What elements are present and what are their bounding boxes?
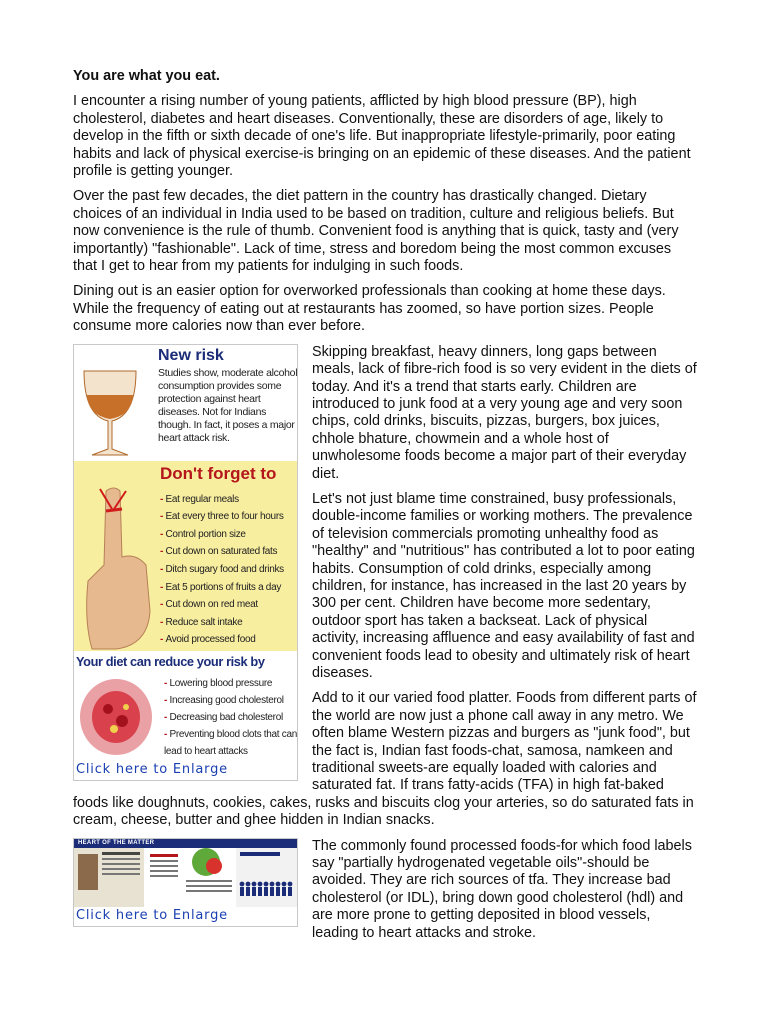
finger-ribbon-icon bbox=[76, 461, 156, 651]
new-risk-text: Studies show, moderate alcohol consumption provides some protection against heart diseases. Not for Indians though. In fact, it poses a major heart attack risk. bbox=[158, 366, 297, 444]
list-item: - Increasing good cholesterol bbox=[164, 692, 297, 709]
paragraph-6: Add to it our varied food platter. Foods from different parts of the world are now just a phone call away in any metro. We often blame Western pizzas and burgers as "junk food", but the fact is, Indian fast foods-chat, samosa, namkeen and traditional sweets-are equally loaded with calories and saturated fat. If trans fatty-acids (TFA) in high fat-baked foods like doughnuts, cookies, cakes, rusks and biscuits clog your arteries, so do saturated fats in cream, cheese, butter and ghee hidden in Indian snacks. bbox=[73, 690, 697, 829]
new-risk-heading: New risk bbox=[158, 346, 224, 364]
heart-stats-graphic bbox=[74, 848, 297, 907]
paragraph-5: Let's not just blame time constrained, busy professionals, double-income families or working mothers. The prevalence of television commercials promoting unhealthy food as "healthy" and "nutritious" has contributed a lot to poor eating habits. Consumption of cold drinks, especially among children, for instance, has increased in the last 20 years by 300 per cent. Children have become more sedentary, outdoor sport has taken a backseat. Lack of physical activity, increasing affluence and easy availability of fast and convenient foods lead to obesity and ultimately risk of heart diseases. bbox=[312, 490, 695, 681]
paragraph-3: Dining out is an easier option for overworked professionals than cooking at home these days. While the frequency of eating out at restaurants has zoomed, so have portion sizes. People consume more calories now than ever before. bbox=[73, 283, 666, 335]
list-item: - Lowering blood pressure bbox=[164, 675, 297, 692]
paragraph-4: Skipping breakfast, heavy dinners, long gaps between meals, lack of fibre-rich food is so very evident in the diets of today. And it's a trend that starts early. Children are introduced to junk food at a very young age and very soon chips, cold drinks, biscuits, pizzas, burgers, box juices, chhole bhature, chowmein and a whole host of unwholesome foods become a major part of their everyday diet. bbox=[312, 343, 697, 482]
list-item: - Reduce salt intake bbox=[160, 614, 297, 632]
diet-list bbox=[164, 675, 297, 760]
article bbox=[73, 68, 698, 950]
diet-heading: Your diet can reduce your risk by bbox=[76, 653, 265, 669]
dont-forget-heading: Don't forget to bbox=[160, 463, 277, 483]
list-item: - Preventing blood clots that can lead to heart attacks bbox=[164, 726, 297, 760]
new-risk-panel bbox=[74, 345, 297, 461]
dont-forget-list bbox=[160, 491, 297, 649]
list-item: - Ditch sugary food and drinks bbox=[160, 561, 297, 579]
list-item: - Decreasing bad cholesterol bbox=[164, 709, 297, 726]
wine-glass-icon bbox=[80, 365, 140, 457]
enlarge-link[interactable]: Click here to Enlarge bbox=[74, 907, 297, 926]
heart-matter-image bbox=[74, 839, 297, 907]
article-title: You are what you eat. bbox=[73, 68, 220, 84]
list-item: - Eat every three to four hours bbox=[160, 508, 297, 526]
list-item: - Avoid processed food bbox=[160, 631, 297, 649]
paragraph-7: The commonly found processed foods-for which food labels say "partially hydrogenated vegetable oils"-should be avoided. They are rich sources of tfa. They increase bad cholesterol (or IDL), bring down good cholesterol (hdl) and are more prone to getting deposited in blood vessels, leading to heart attacks and stroke. bbox=[312, 837, 692, 941]
dont-forget-panel bbox=[74, 461, 297, 651]
list-item: - Cut down on saturated fats bbox=[160, 543, 297, 561]
enlarge-link[interactable]: Click here to Enlarge bbox=[74, 761, 297, 780]
heart-matter-title: HEART OF THE MATTER bbox=[78, 839, 155, 846]
diet-risk-panel bbox=[74, 651, 297, 761]
list-item: - Cut down on red meat bbox=[160, 596, 297, 614]
infographic-heart-of-the-matter[interactable] bbox=[73, 838, 298, 927]
blood-vessel-icon bbox=[78, 677, 156, 757]
paragraph-2: Over the past few decades, the diet pattern in the country has drastically changed. Dietary choices of an individual in India used to be based on tradition, culture and religious beliefs. But now convenience is the rule of thumb. Convenient food is anything that is quick, tasty and (very importantly) "fashionable". Lack of time, stress and boredom being the most common excuses that I get to hear from my patients for indulging in such foods. bbox=[73, 188, 679, 275]
paragraph-1: I encounter a rising number of young patients, afflicted by high blood pressure (BP), high cholesterol, diabetes and heart diseases. Conventionally, these are disorders of age, likely to develop in the fifth or sixth decade of one's life. But inappropriate lifestyle-primarily, poor eating habits and lack of physical exercise-is bringing on an epidemic of these diseases. And the patient profile is getting younger. bbox=[73, 93, 691, 180]
list-item: - Eat regular meals bbox=[160, 491, 297, 509]
list-item: - Eat 5 portions of fruits a day bbox=[160, 579, 297, 597]
list-item: - Control portion size bbox=[160, 526, 297, 544]
infographic-diet-tips[interactable] bbox=[73, 344, 298, 781]
